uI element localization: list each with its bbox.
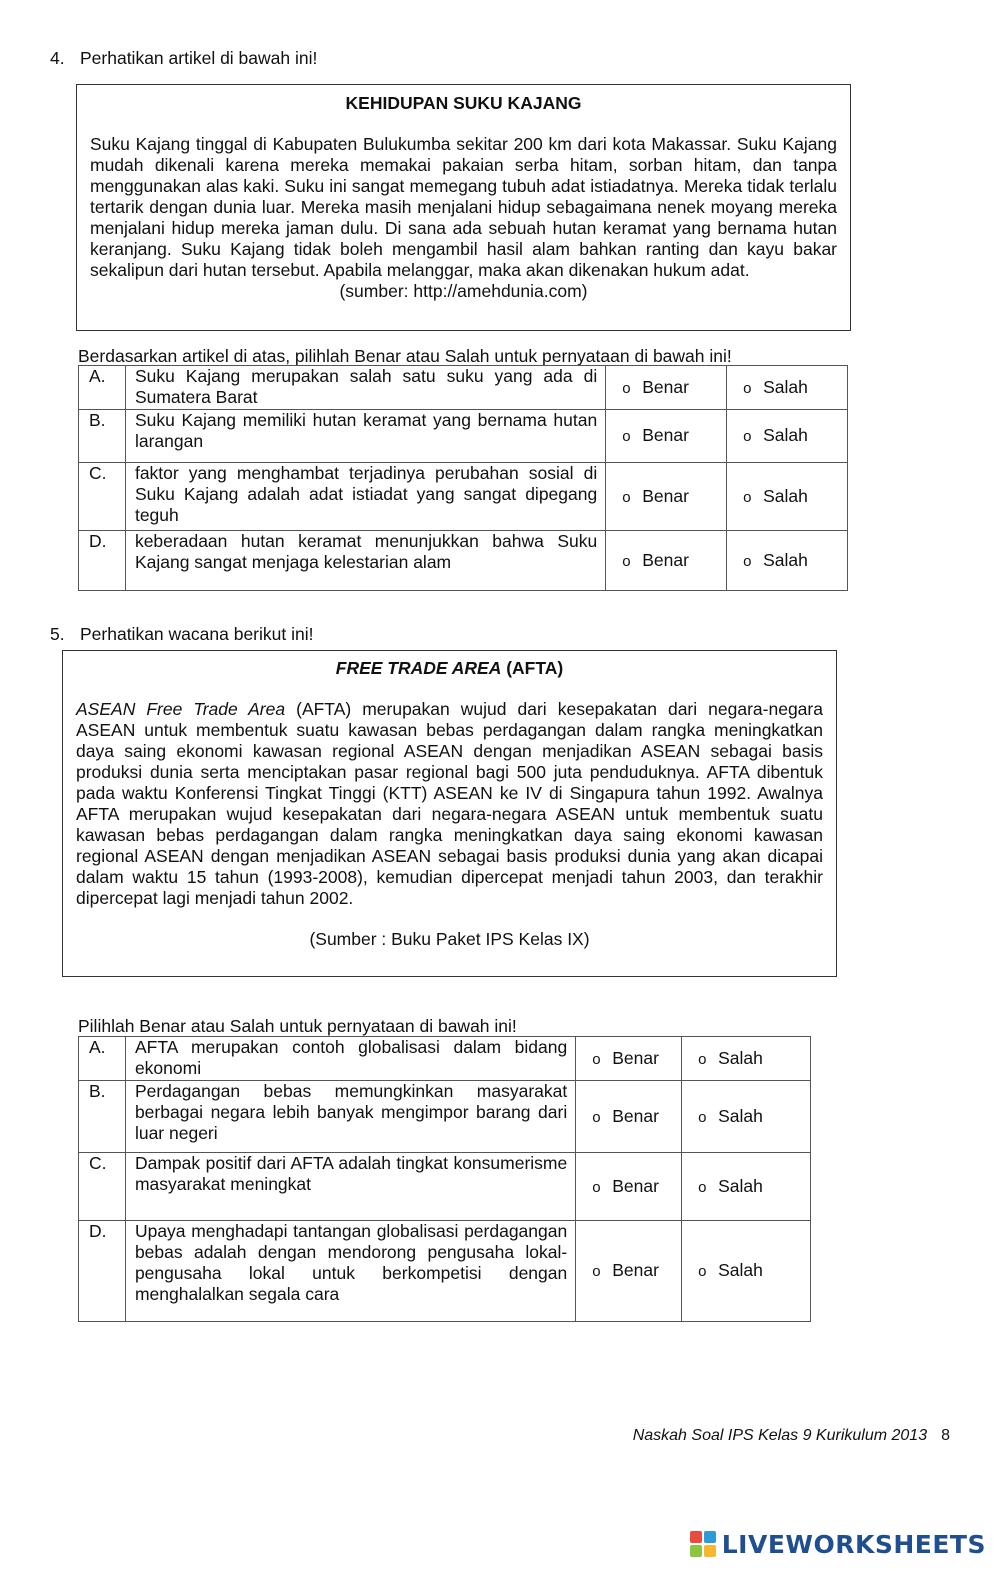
table-row bbox=[79, 531, 848, 591]
radio-circle-icon[interactable]: o bbox=[698, 1050, 707, 1068]
salah-label: Salah bbox=[763, 549, 808, 570]
benar-option[interactable] bbox=[606, 366, 727, 410]
article-box-afta bbox=[62, 650, 837, 977]
question-number: 5. bbox=[50, 624, 65, 644]
radio-circle-icon[interactable]: o bbox=[743, 488, 752, 506]
benar-option[interactable] bbox=[606, 410, 727, 463]
liveworksheets-logo bbox=[690, 1528, 986, 1560]
benar-label: Benar bbox=[642, 485, 689, 506]
salah-option[interactable] bbox=[727, 366, 848, 410]
question-number: 4. bbox=[50, 48, 65, 68]
article-body-text: (AFTA) merupakan wujud dari kesepakatan dari negara-negara ASEAN untuk membentuk suatu kawasan bebas perdagangan dalam rangka meningkatkan daya saing ekonomi kawasan regional ASEAN dengan menjadikan ASEAN sebagai basis produksi dunia serta menciptakan pasar regional bagi 500 juta penduduknya. AFTA dibentuk pada waktu Konferensi Tingkat Tinggi (KTT) ASEAN ke IV di Singapura tahun 1992. Awalnya AFTA merupakan wujud kesepakatan dari negara-negara ASEAN untuk membentuk suatu kawasan bebas perdagangan dalam rangka meningkatkan daya saing ekonomi kawasan regional ASEAN dengan menjadikan ASEAN sebagai basis produksi dunia yang akan dicapai dalam waktu 15 tahun (1993-2008), kemudian dipercepat menjadi tahun 2003, dan terakhir dipercepat lagi menjadi tahun 2002. bbox=[76, 699, 823, 908]
statement-text: Suku Kajang merupakan salah satu suku yang ada di Sumatera Barat bbox=[125, 366, 605, 410]
salah-option[interactable] bbox=[727, 410, 848, 463]
radio-circle-icon[interactable]: o bbox=[592, 1108, 601, 1126]
q4-instruction: Berdasarkan artikel di atas, pilihlah Benar atau Salah untuk pernyataan di bawah ini! bbox=[78, 346, 732, 366]
salah-option[interactable] bbox=[682, 1081, 811, 1153]
question-prompt: Perhatikan artikel di bawah ini! bbox=[80, 48, 318, 68]
statement-text: Suku Kajang memiliki hutan keramat yang bernama hutan larangan bbox=[125, 410, 605, 463]
radio-circle-icon[interactable]: o bbox=[622, 488, 631, 506]
article-body: Suku Kajang tinggal di Kabupaten Bulukumba sekitar 200 km dari kota Makassar. Suku Kajang mudah dikenali karena mereka memakai pakaian serba hitam, sorban hitam, dan tanpa menggunakan alas kaki. Suku ini sangat memegang tubuh adat istiadatnya. Mereka tidak terlalu tertarik dengan dunia luar. Mereka masih menjalani hidup sebagaimana nenek moyang mereka menjalani hidup mereka jaman dulu. Di sana ada sebuah hutan keramat yang bernama hutan keranjang. Suku Kajang tidak boleh mengambil hasil alam bahkan ranting dan kayu bakar sekalipun dari hutan tersebut. Apabila melanggar, maka akan dikenakan hukum adat. bbox=[90, 134, 837, 280]
article-title-italic: FREE TRADE AREA bbox=[335, 658, 502, 678]
table-row bbox=[79, 1153, 811, 1221]
row-letter: B. bbox=[79, 1081, 126, 1153]
salah-label: Salah bbox=[718, 1175, 763, 1196]
statement-text: Upaya menghadapi tantangan globalisasi perdagangan bebas adalah dengan mendorong pengusaha lokal-pengusaha lokal untuk berkompetisi dengan menghalalkan segala cara bbox=[125, 1221, 575, 1322]
salah-option[interactable] bbox=[727, 463, 848, 531]
q5-statement-table bbox=[78, 1036, 811, 1322]
benar-option[interactable] bbox=[576, 1081, 682, 1153]
table-row bbox=[79, 410, 848, 463]
footer-text: Naskah Soal IPS Kelas 9 Kurikulum 2013 bbox=[632, 1427, 928, 1444]
row-letter: A. bbox=[79, 1037, 126, 1081]
benar-option[interactable] bbox=[576, 1037, 682, 1081]
radio-circle-icon[interactable]: o bbox=[622, 428, 631, 445]
radio-circle-icon[interactable]: o bbox=[592, 1263, 601, 1280]
radio-circle-icon[interactable]: o bbox=[698, 1108, 707, 1126]
salah-option[interactable] bbox=[682, 1037, 811, 1081]
statement-text: keberadaan hutan keramat menunjukkan bahwa Suku Kajang sangat menjaga kelestarian alam bbox=[125, 531, 605, 591]
row-letter: C. bbox=[79, 463, 126, 531]
article-title bbox=[76, 658, 823, 679]
benar-option[interactable] bbox=[606, 463, 727, 531]
question-5-heading bbox=[50, 624, 313, 645]
article-body-italic: ASEAN Free Trade Area bbox=[76, 699, 286, 719]
radio-circle-icon[interactable]: o bbox=[592, 1178, 601, 1196]
table-row bbox=[79, 1081, 811, 1153]
radio-circle-icon[interactable]: o bbox=[622, 379, 631, 397]
salah-label: Salah bbox=[718, 1260, 763, 1280]
benar-label: Benar bbox=[612, 1260, 659, 1280]
salah-label: Salah bbox=[718, 1105, 763, 1126]
statement-text: AFTA merupakan contoh globalisasi dalam bidang ekonomi bbox=[125, 1037, 575, 1081]
article-source: (sumber: http://amehdunia.com) bbox=[339, 281, 588, 301]
article-title-rest: (AFTA) bbox=[501, 658, 564, 678]
benar-label: Benar bbox=[612, 1105, 659, 1126]
benar-label: Benar bbox=[642, 549, 689, 570]
row-letter: C. bbox=[79, 1153, 126, 1221]
article-source: (Sumber : Buku Paket IPS Kelas IX) bbox=[309, 929, 590, 949]
q5-instruction: Pilihlah Benar atau Salah untuk pernyataan di bawah ini! bbox=[78, 1016, 517, 1036]
q4-statement-table bbox=[78, 365, 848, 591]
row-letter: D. bbox=[79, 1221, 126, 1322]
page-number: 8 bbox=[941, 1427, 950, 1444]
question-4-heading bbox=[50, 48, 317, 69]
radio-circle-icon[interactable]: o bbox=[743, 379, 752, 397]
statement-text: Dampak positif dari AFTA adalah tingkat konsumerisme masyarakat meningkat bbox=[125, 1153, 575, 1221]
row-letter: B. bbox=[79, 410, 126, 463]
salah-label: Salah bbox=[718, 1047, 763, 1068]
logo-text: LIVEWORKSHEETS bbox=[721, 1529, 986, 1559]
benar-label: Benar bbox=[612, 1047, 659, 1068]
benar-label: Benar bbox=[642, 425, 689, 445]
row-letter: A. bbox=[79, 366, 126, 410]
table-row bbox=[79, 1037, 811, 1081]
benar-option[interactable] bbox=[576, 1153, 682, 1221]
statement-text: faktor yang menghambat terjadinya perubahan sosial di Suku Kajang adalah adat istiadat yang sangat dipegang teguh bbox=[125, 463, 605, 531]
salah-option[interactable] bbox=[682, 1153, 811, 1221]
table-row bbox=[79, 366, 848, 410]
radio-circle-icon[interactable]: o bbox=[592, 1050, 601, 1068]
radio-circle-icon[interactable]: o bbox=[622, 552, 631, 570]
article-body bbox=[76, 699, 823, 909]
logo-mark-icon bbox=[690, 1531, 716, 1557]
benar-label: Benar bbox=[612, 1175, 659, 1196]
article-title: KEHIDUPAN SUKU KAJANG bbox=[345, 93, 582, 113]
radio-circle-icon[interactable]: o bbox=[698, 1178, 707, 1196]
benar-option[interactable] bbox=[606, 531, 727, 591]
benar-option[interactable] bbox=[576, 1221, 682, 1322]
row-letter: D. bbox=[79, 531, 126, 591]
radio-circle-icon[interactable]: o bbox=[743, 428, 752, 445]
table-row bbox=[79, 463, 848, 531]
benar-label: Benar bbox=[642, 376, 689, 397]
salah-label: Salah bbox=[763, 485, 808, 506]
article-box-suku-kajang bbox=[76, 84, 851, 331]
salah-label: Salah bbox=[763, 376, 808, 397]
page-footer bbox=[633, 1425, 950, 1446]
radio-circle-icon[interactable]: o bbox=[743, 552, 752, 570]
table-row bbox=[79, 1221, 811, 1322]
salah-label: Salah bbox=[763, 425, 808, 445]
radio-circle-icon[interactable]: o bbox=[698, 1263, 707, 1280]
statement-text: Perdagangan bebas memungkinkan masyarakat berbagai negara lebih banyak mengimpor barang dari luar negeri bbox=[125, 1081, 575, 1153]
salah-option[interactable] bbox=[682, 1221, 811, 1322]
question-prompt: Perhatikan wacana berikut ini! bbox=[80, 624, 314, 644]
salah-option[interactable] bbox=[727, 531, 848, 591]
